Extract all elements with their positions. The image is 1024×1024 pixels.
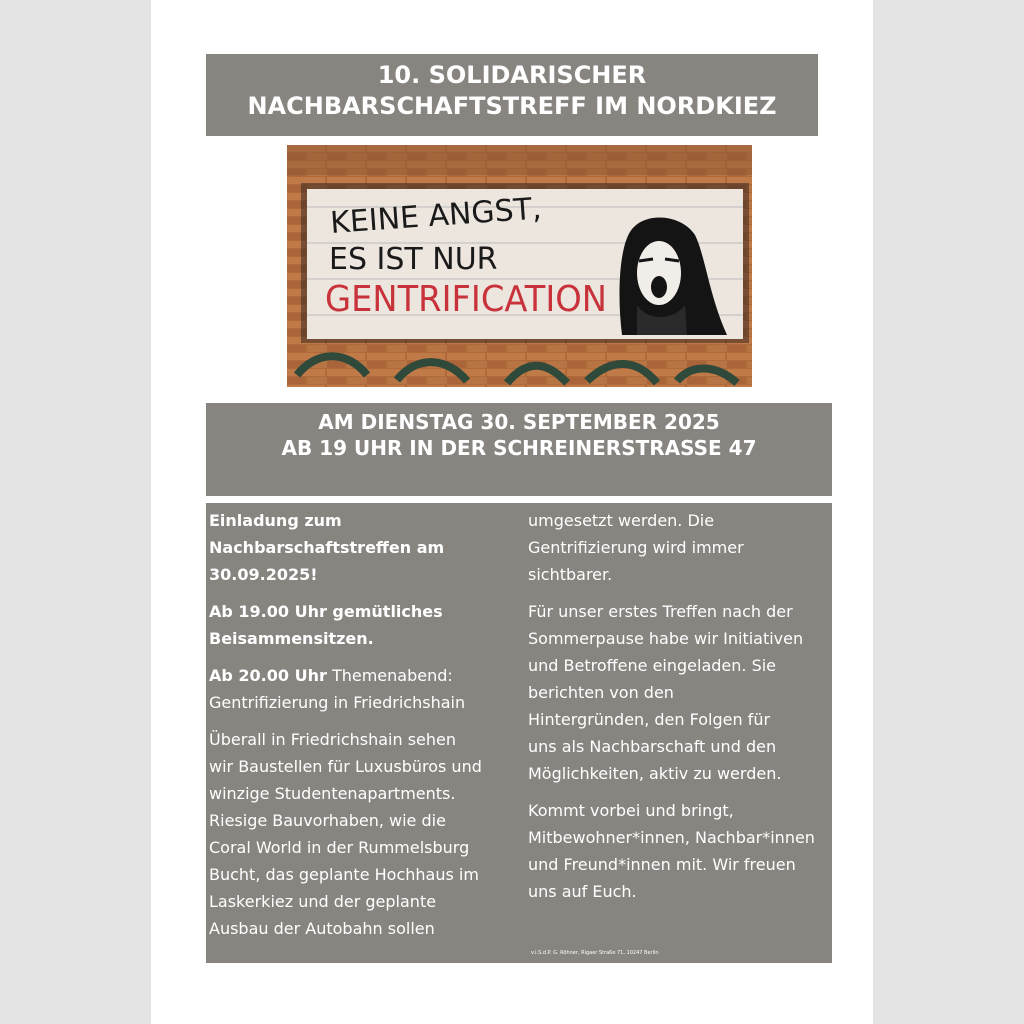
paragraph-line: und Betroffene eingeladen. Sie — [528, 656, 777, 675]
time-19-paragraph — [209, 598, 514, 652]
invitation-text-box — [206, 503, 832, 963]
date-line-1: AM DIENSTAG 30. SEPTEMBER 2025 — [318, 410, 720, 434]
paragraph-line: Für unser erstes Treffen nach der — [528, 602, 793, 621]
imprint: v.i.S.d.P. G. Röhner, Rigaer Straße 71, 10247 Berlin — [531, 950, 659, 956]
paragraph-line: wir Baustellen für Luxusbüros und — [209, 757, 482, 776]
banner-photo-illustration — [287, 145, 752, 387]
title-line-1: 10. SOLIDARISCHER — [377, 61, 647, 89]
paragraph-line: Coral World in der Rummelsburg — [209, 838, 470, 857]
paragraph-line: sichtbarer. — [528, 565, 613, 584]
paragraph-line: Mitbewohner*innen, Nachbar*innen — [528, 828, 815, 847]
right-column — [528, 507, 832, 915]
paragraph-line: Riesige Bauvorhaben, wie die — [209, 811, 446, 830]
paragraph-line: und Freund*innen mit. Wir freuen — [528, 855, 796, 874]
left-column — [209, 507, 514, 952]
time-20-label: Ab 20.00 Uhr — [209, 666, 327, 685]
time-19-line: Ab 19.00 Uhr gemütliches — [209, 602, 443, 621]
continuation-paragraph — [528, 507, 832, 588]
paragraph-line: winzige Studentenapartments. — [209, 784, 456, 803]
paragraph-line: Kommt vorbei und bringt, — [528, 801, 734, 820]
intro-paragraph — [209, 726, 514, 942]
invite-line: Nachbarschaftstreffen am — [209, 538, 445, 557]
paragraph-line: Ausbau der Autobahn sollen — [209, 919, 435, 938]
paragraph-line: uns als Nachbarschaft und den — [528, 737, 777, 756]
paragraph-line: umgesetzt werden. Die — [528, 511, 715, 530]
flyer-title — [206, 54, 818, 136]
banner-text-1: KEINE ANGST, — [329, 191, 543, 241]
title-line-2: NACHBARSCHAFTSTREFF IM NORDKIEZ — [247, 92, 777, 120]
paragraph-line: Sommerpause habe wir Initiativen — [528, 629, 804, 648]
theme-evening-label: Themenabend: — [326, 666, 453, 685]
invite-line: Einladung zum — [209, 511, 342, 530]
date-line-2: AB 19 UHR IN DER SCHREINERSTRASSE 47 — [281, 436, 757, 460]
paragraph-line: Möglichkeiten, aktiv zu werden. — [528, 764, 782, 783]
paragraph-line: Gentrifizierung wird immer — [528, 538, 744, 557]
paragraph-line: berichten von den — [528, 683, 674, 702]
paragraph-line: Hintergründen, den Folgen für — [528, 710, 771, 729]
time-19-line: Beisammensitzen. — [209, 629, 374, 648]
paragraph-line: Überall in Friedrichshain sehen — [209, 730, 457, 749]
event-date-box — [206, 403, 832, 496]
gentrification-banner-photo — [287, 145, 752, 387]
paragraph-line: uns auf Euch. — [528, 882, 637, 901]
invite-heading — [209, 507, 514, 588]
invite-line: 30.09.2025! — [209, 565, 318, 584]
banner-text-2: ES IST NUR — [329, 242, 498, 277]
meeting-paragraph — [528, 598, 832, 787]
banner-text-3: GENTRIFICATION — [325, 279, 607, 320]
theme-title: Gentrifizierung in Friedrichshain — [209, 693, 466, 712]
paragraph-line: Bucht, das geplante Hochhaus im — [209, 865, 479, 884]
time-20-paragraph — [209, 662, 514, 716]
paragraph-line: Laskerkiez und der geplante — [209, 892, 437, 911]
closing-paragraph — [528, 797, 832, 905]
